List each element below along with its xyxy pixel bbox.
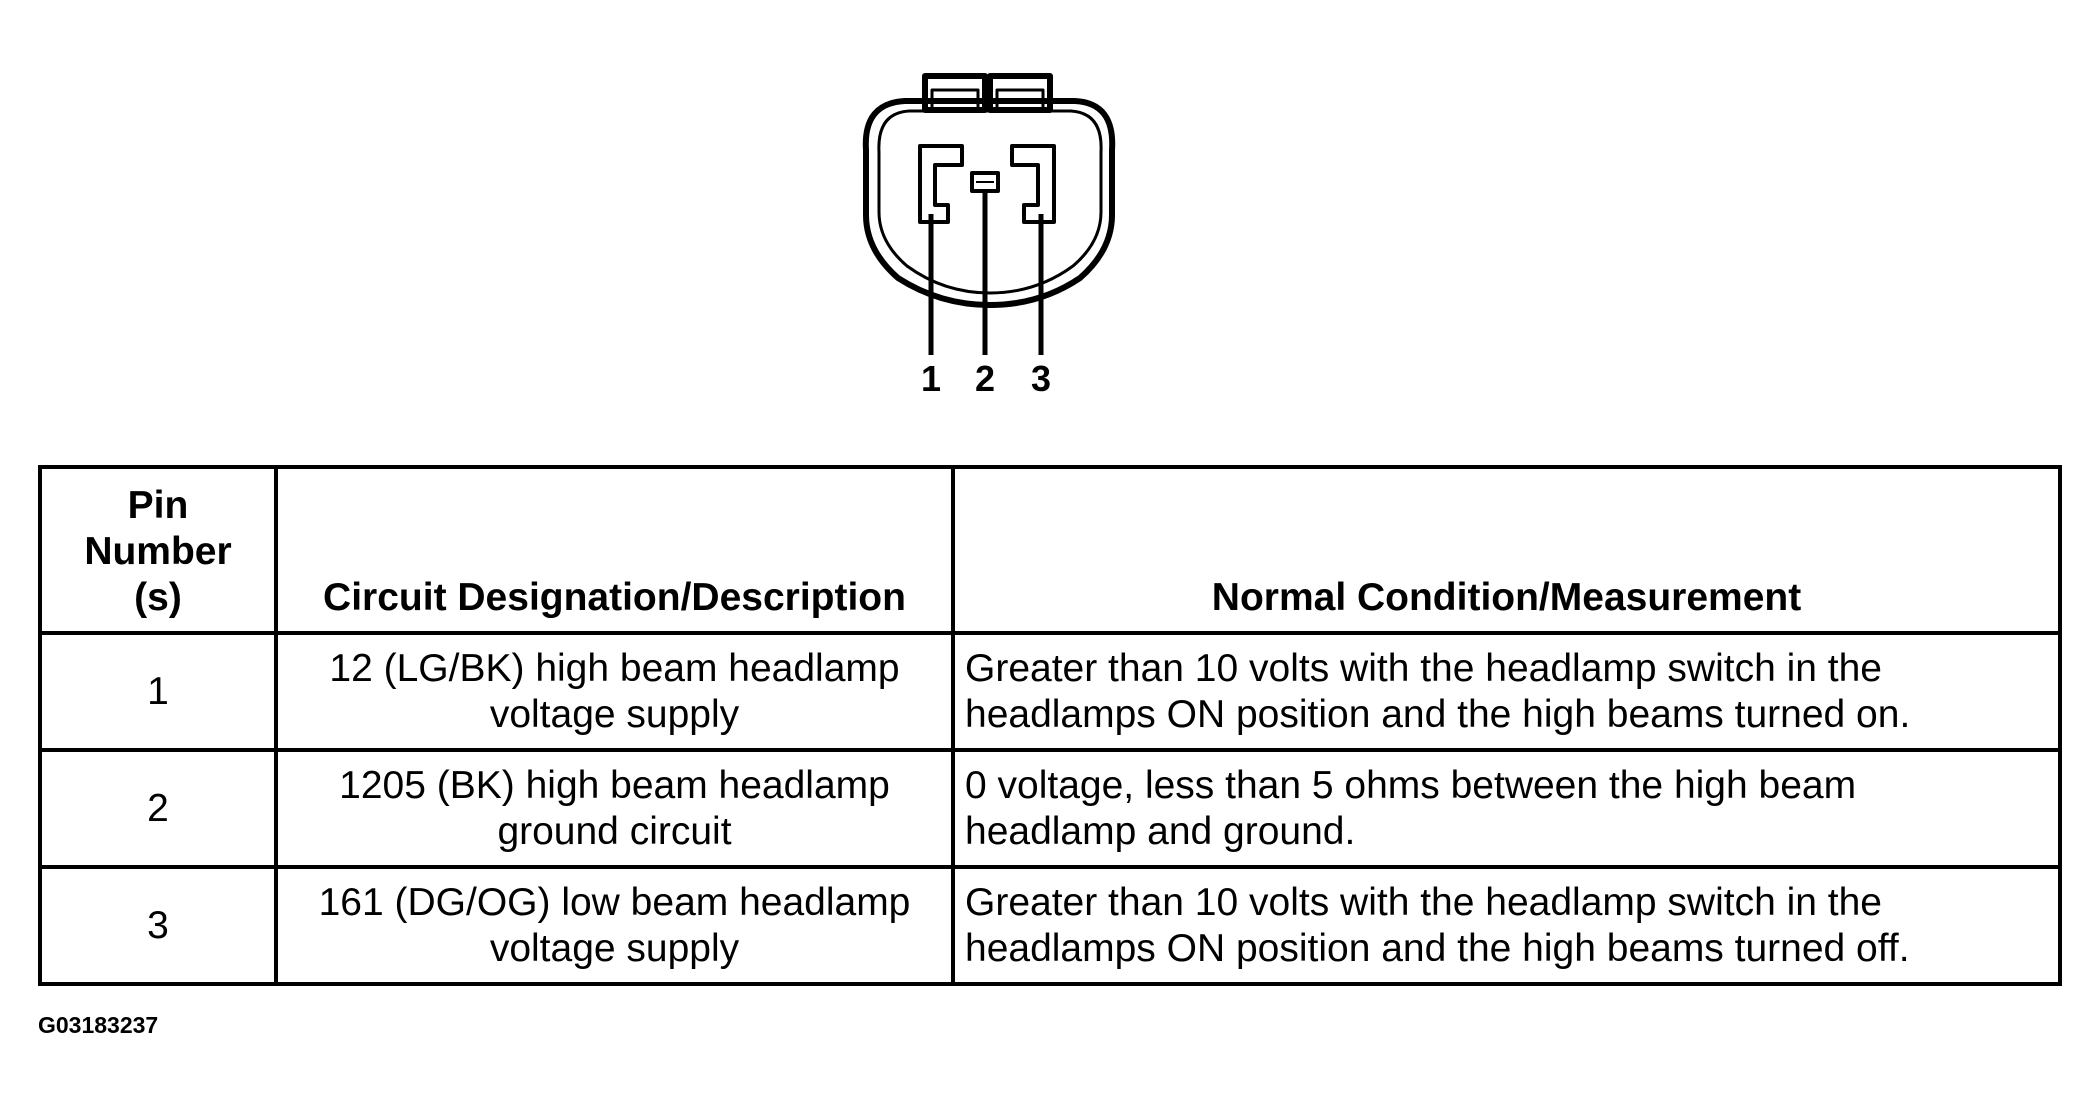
cell-condition [953,867,2060,984]
header-pin-line: Pin [127,484,189,527]
cell-pin: 3 [40,867,276,984]
header-pin-line: Number [84,530,232,573]
table-row [40,867,2060,984]
headlamp-connector-diagram [840,60,1140,410]
cell-line: Greater than 10 volts with the headlamp switch in the [965,880,1882,924]
header-circuit: Circuit Designation/Description [276,467,953,633]
cell-condition [953,633,2060,750]
cell-line: 161 (DG/OG) low beam headlamp [318,880,911,924]
pin-label-3: 3 [1030,358,1052,399]
header-pin-line: (s) [134,576,182,619]
connector-lock-tab-left [925,76,985,110]
table-row [40,633,2060,750]
table-header-row [40,467,2060,633]
cell-line: ground circuit [497,809,732,853]
cell-circuit [276,867,953,984]
cell-pin: 2 [40,750,276,867]
connector-lock-tab-right [990,76,1050,110]
connector-housing-inner [879,111,1101,293]
connector-housing-outer [866,101,1112,305]
cell-condition [953,750,2060,867]
cell-line: headlamp and ground. [965,809,1356,853]
cell-circuit [276,633,953,750]
cell-line: 12 (LG/BK) high beam headlamp [329,646,900,690]
header-pin-number [40,467,276,633]
pin-label-1: 1 [920,358,942,399]
terminal-pin-3 [1012,146,1054,222]
cell-line: 1205 (BK) high beam headlamp [339,763,890,807]
figure-id: G03183237 [38,1012,159,1038]
pin-label-2: 2 [974,358,996,399]
cell-line: headlamps ON position and the high beams turned on. [965,692,1911,736]
terminal-pin-1 [920,146,962,222]
cell-line: Greater than 10 volts with the headlamp switch in the [965,646,1882,690]
cell-pin: 1 [40,633,276,750]
table-row [40,750,2060,867]
cell-circuit [276,750,953,867]
cell-line: voltage supply [489,926,740,970]
cell-line: 0 voltage, less than 5 ohms between the high beam [965,763,1857,807]
pin-table [38,465,2062,986]
cell-line: voltage supply [489,692,740,736]
cell-line: headlamps ON position and the high beams turned off. [965,926,1910,970]
header-condition: Normal Condition/Measurement [953,467,2060,633]
